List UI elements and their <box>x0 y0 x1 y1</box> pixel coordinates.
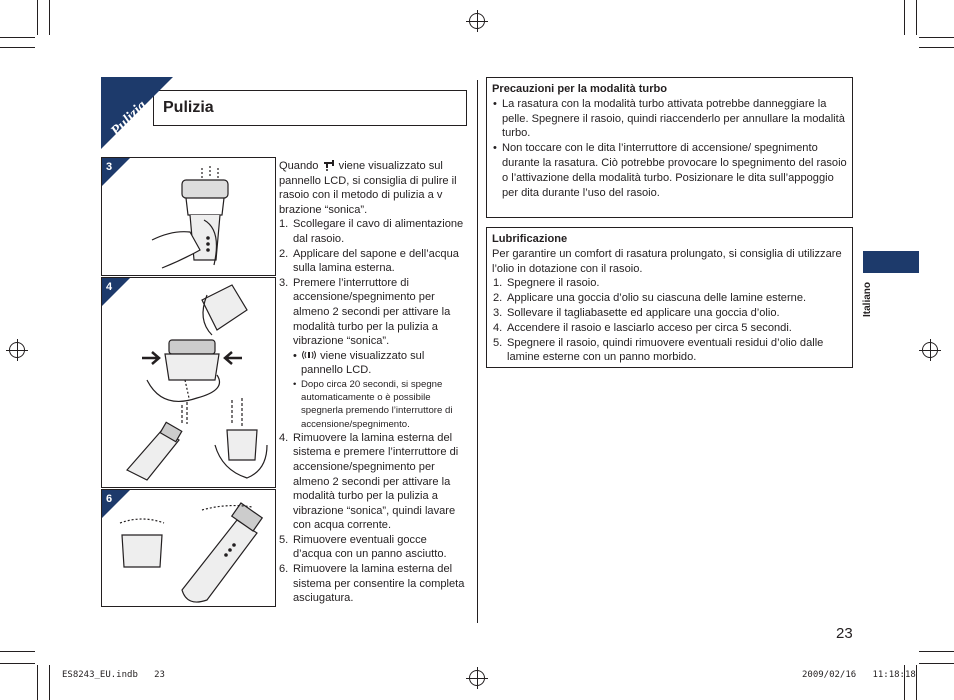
crop-mark <box>0 663 35 664</box>
step-item: 2. Applicare una goccia d’olio su ciascuna delle lamine esterne. <box>493 292 807 305</box>
registration-mark-icon <box>9 342 25 358</box>
step-item: 1. Scollegare il cavo di alimentazione dal rasoio. <box>279 218 464 245</box>
registration-mark-icon <box>469 670 485 686</box>
step-item: 2. Applicare del sapone e dell’acqua sulla lamina esterna. <box>279 247 459 275</box>
section-tab-label: Pulizia <box>108 97 151 140</box>
page-number: 23 <box>836 625 853 642</box>
step-number: 6 <box>106 493 113 505</box>
step-item: 5. Rimuovere eventuali gocce d’acqua con un panno asciutto. <box>279 533 447 561</box>
crop-mark <box>49 0 50 35</box>
footer-file: ES8243_EU.indb 23 <box>62 670 165 680</box>
illustration-panel-step-3 <box>101 157 276 276</box>
crop-mark <box>904 0 905 35</box>
page-title: Pulizia <box>163 99 214 116</box>
crop-mark <box>919 47 954 48</box>
cleaning-instructions <box>279 158 465 606</box>
crop-mark <box>37 665 38 700</box>
registration-mark-icon <box>469 13 485 29</box>
lubrication-intro: Per garantire un comfort di rasatura prolungato, si consiglia di utilizzare l’olio in dotazione con il rasoio. <box>492 247 842 275</box>
bullet-item: • La rasatura con la modalità turbo attivata potrebbe danneggiare la pelle. Spegnere il rasoio, quindi riaccenderlo per annullare la modalità turbo. <box>493 97 845 140</box>
crop-mark <box>49 665 50 700</box>
shaver-rinse-hand-icon <box>142 160 272 275</box>
crop-mark <box>916 665 917 700</box>
turbo-precautions-box <box>486 77 853 218</box>
step-number: 3 <box>106 161 113 173</box>
step-number: 4 <box>106 281 113 293</box>
shaver-foil-remove-rinse-icon <box>107 280 273 486</box>
crop-mark <box>37 0 38 35</box>
turbo-precautions-title: Precauzioni per la modalità turbo <box>492 83 668 95</box>
crop-mark <box>0 47 35 48</box>
crop-mark <box>919 651 954 652</box>
step-note: • Dopo circa 20 secondi, si spegne automaticamente o è possibile spegnerla premendo l’interruttore di accensione/spegnimento. <box>293 378 453 430</box>
language-tab <box>863 251 919 273</box>
faucet-icon <box>322 158 336 171</box>
intro-text-before: Quando <box>279 160 319 172</box>
crop-mark <box>919 37 954 38</box>
crop-mark <box>916 0 917 35</box>
step-item: 5. Spegnere il rasoio, quindi rimuovere eventuali residui d’olio dalle lamine esterne con un panno morbido. <box>493 336 824 364</box>
shaver-dry-icon <box>112 495 272 605</box>
lubrication-title: Lubrificazione <box>492 233 568 245</box>
step-item: 4. Rimuovere la lamina esterna del sistema e premere l’interruttore di accensione/spegnimento per almeno 2 secondi per attivare la modalità turbo per la pulizia a vibrazione “sonica”, quindi lavare con acqua corrente. <box>279 431 459 532</box>
step-item: 6. Rimuovere la lamina esterna del sistema per consentire la completa asciugatura. <box>279 563 465 605</box>
step-note: • viene visualizzato sul pannello LCD. <box>293 349 425 377</box>
intro-text-after: viene visualizzato sul pannello LCD, si consiglia di pulire il rasoio con il metodo di pulizia a v brazione “sonica”. <box>279 160 457 216</box>
illustration-panel-step-6 <box>101 489 276 607</box>
crop-mark <box>919 663 954 664</box>
sonic-vibration-icon <box>301 350 317 360</box>
column-divider <box>477 80 478 623</box>
step-item: 4. Accendere il rasoio e lasciarlo acceso per circa 5 secondi. <box>493 321 792 334</box>
lubrication-box <box>486 227 853 368</box>
crop-mark <box>0 651 35 652</box>
crop-mark <box>0 37 35 38</box>
step-number-badge <box>102 158 130 186</box>
intro-paragraph <box>279 158 465 217</box>
footer-timestamp: 2009/02/16 11:18:18 <box>802 670 916 680</box>
language-label: Italiano <box>862 281 874 318</box>
bullet-item: • Non toccare con le dita l’interruttore di accensione/ spegnimento durante la rasatura. Ciò potrebbe provocare lo spegnimento del rasoio o l’attivazione della modalità turbo. Posizionare le dita sull’appoggio per dita durante l’uso del rasoio. <box>493 142 847 199</box>
illustration-panel-step-4 <box>101 277 276 488</box>
step-item: 3. Sollevare il tagliabasette ed applicare una goccia d’olio. <box>493 306 780 319</box>
registration-mark-icon <box>922 342 938 358</box>
step-item: 1. Spegnere il rasoio. <box>493 277 600 290</box>
step-item: 3. Premere l’interruttore di accensione/spegnimento per almeno 2 secondi per attivare la modalità turbo per la pulizia a vibrazione “sonica”. <box>279 276 451 348</box>
